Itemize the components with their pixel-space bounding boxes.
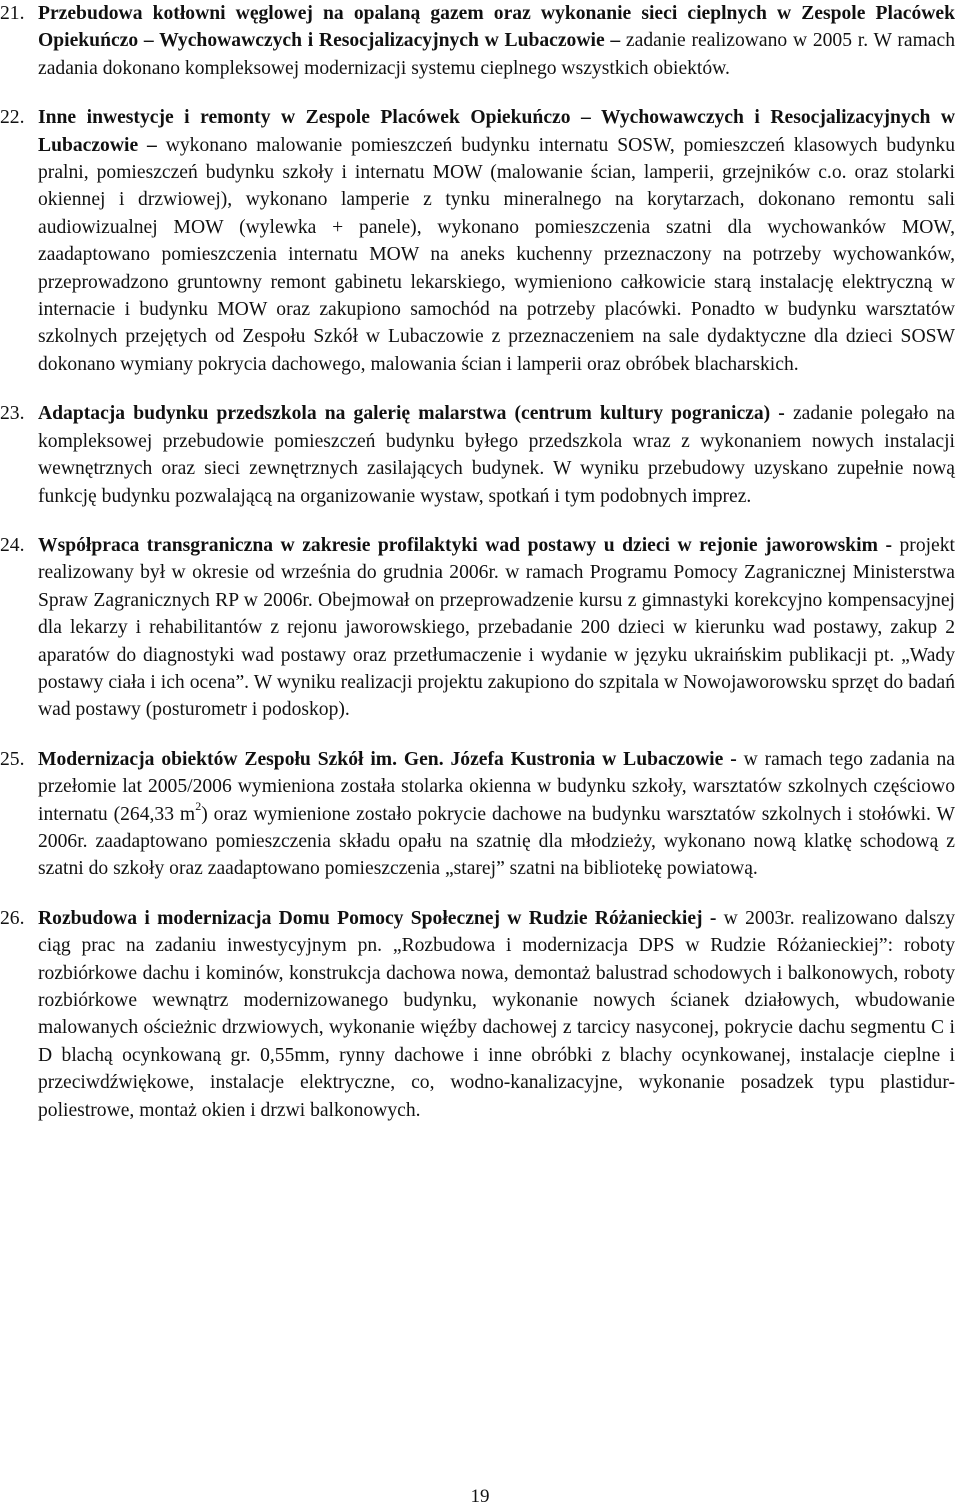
item-title: Przebudowa kotłowni węglowej na opalaną gazem oraz wykonanie sieci cieplnych w Zespole Placówek Opiekuńczo – Wychowawczych i Resocjalizacyjnych w Lubaczowie — [38, 3, 955, 52]
item-title: Rozbudowa i modernizacja Domu Pomocy Społecznej w Rudzie Różanieckiej — [38, 907, 703, 929]
item-text: ) oraz wymienione zostało pokrycie dachowe na budynku warsztatów szkolnych i stołówki. W 2006r. zaadaptowano pomieszczenia składu opału na szatnię dla młodzieży, wykonano nową klatkę schodową z szatni do szkoły oraz zaadaptowano pomieszczenia „starej” szatni na bibliotekę powiatową. — [38, 803, 956, 880]
list-item — [0, 905, 960, 1124]
item-text: projekt realizowany był w okresie od września do grudnia 2006r. w ramach Programu Pomocy Zagranicznej Ministerstwa Spraw Zagranicznych RP w 2006r. Obejmował on przeprowadzenie kursu z gimnastyki korekcyjno kompensacyjnej dla lekarzy i rehabilitantów z rejonu jaworowskiego, przebadanie 200 dzieci w kierunku wad postawy, zakup 2 aparatów do diagnostyki wad postawy oraz przetłumaczenie i wydanie w języku ukraińskim publikacji pt. „Wady postawy ciała i ich ocena”. W wyniku realizacji projektu zakupiono do szpitala w Nowojaworowsku sprzęt do badań wad postawy (posturometr i podoskop). — [38, 534, 955, 721]
list-item — [0, 746, 960, 883]
list-item — [0, 0, 960, 82]
item-text: w ramach tego zadania na przełomie lat 2005/2006 wymieniona została stolarka okienna w budynku szkoły, warsztatów szkolnych częściowo internatu (264,33 m — [38, 748, 955, 825]
area-superscript: 2 — [195, 799, 202, 814]
item-number: 22. — [0, 107, 25, 129]
item-title: Adaptacja budynku przedszkola na galerię malarstwa (centrum kultury pogranicza) - — [38, 403, 785, 425]
item-number: 21. — [0, 3, 25, 24]
list-item — [0, 532, 960, 724]
item-separator: – — [138, 134, 166, 156]
item-number: 26. — [0, 907, 25, 929]
list-item — [0, 104, 960, 378]
item-text: zadanie realizowano w 2005 r. W ramach zadania dokonano kompleksowej modernizacji systemu cieplnego wszystkich obiektów. — [38, 30, 956, 79]
item-text: w 2003r. realizowano dalszy ciąg prac na zadaniu inwestycyjnym pn. „Rozbudowa i modernizacja DPS w Rudzie Różanieckiej”: roboty rozbiórkowe dachu i kominów, konstrukcja dachowa nowa, demontaż balustrad schodowych i balkonowych, roboty rozbiórkowe wewnątrz modernizowanego budynku, wykonanie nowych ścianek działowych, wbudowanie malowanych ościeżnic drzwiowych, wykonanie więźby dachowej z tarcicy nasyconej, pokrycie dachu segmentu C i D blachą ocynkowaną gr. 0,55mm, rynny dachowe i inne obróbki z blachy ocynkowanej, instalacje cieplne i przeciwdźwiękowe, instalacje elektryczne, co, wodno-kanalizacyjne, wykonanie posadzek typu plastidur-poliestrowe, montaż okien i drzwi balkonowych. — [38, 907, 955, 1121]
item-title: Inne inwestycje i remonty w Zespole Placówek Opiekuńczo – Wychowawczych i Resocjalizacyjnych w Lubaczowie — [38, 107, 955, 156]
page-number: 19 — [470, 1486, 490, 1507]
list-item — [0, 400, 960, 510]
item-title: Modernizacja obiektów Zespołu Szkół im. Gen. Józefa Kustronia w Lubaczowie — [38, 748, 724, 770]
item-separator: - — [702, 907, 724, 929]
item-separator — [785, 403, 793, 424]
item-number: 25. — [0, 748, 25, 770]
item-number: 23. — [0, 403, 25, 425]
item-separator: - — [877, 534, 900, 556]
item-title: Współpraca transgraniczna w zakresie profilaktyki wad postawy u dzieci w rejonie jaworowskim — [38, 534, 878, 556]
item-separator: - — [723, 748, 744, 770]
item-number: 24. — [0, 534, 25, 556]
item-text: wykonano malowanie pomieszczeń budynku internatu SOSW, pomieszczeń klasowych budynku pralni, pomieszczeń budynku szkoły i internatu MOW (malowanie ścian, lamperii, grzejników c.o. oraz stolarki okiennej i drzwiowej), wykonano lamperie z tynku mineralnego na korytarzach, dokonano remontu sali audiowizualnej MOW (wylewka + panele), wykonano pomieszczenia szatni dla wychowanków MOW, zaadaptowano pomieszczenia internatu MOW na aneks kuchenny przeznaczony na potrzeby wychowanków, przeprowadzono gruntowny remont gabinetu lekarskiego, wymieniono całkowicie starą instalację elektryczną w internacie i budynku MOW oraz zakupiono samochód na potrzeby placówki. Ponadto w budynku warsztatów szkolnych przejętych od Zespołu Szkół w Lubaczowie z przeznaczeniem na sale dydaktyczne dla dzieci SOSW dokonano wymiany pokrycia dachowego, malowania ścian i lamperii oraz obróbek blacharskich. — [38, 134, 955, 375]
item-text: zadanie polegało na kompleksowej przebudowie pomieszczeń budynku byłego przedszkola wraz z wykonaniem nowych instalacji wewnętrznych oraz sieci zewnętrznych zasilających budynek. W wyniku przebudowy uzyskano zupełnie nową funkcję budynku pozwalającą na organizowanie wystaw, spotkań i tym podobnych imprez. — [38, 403, 955, 507]
item-separator: – — [604, 30, 626, 52]
